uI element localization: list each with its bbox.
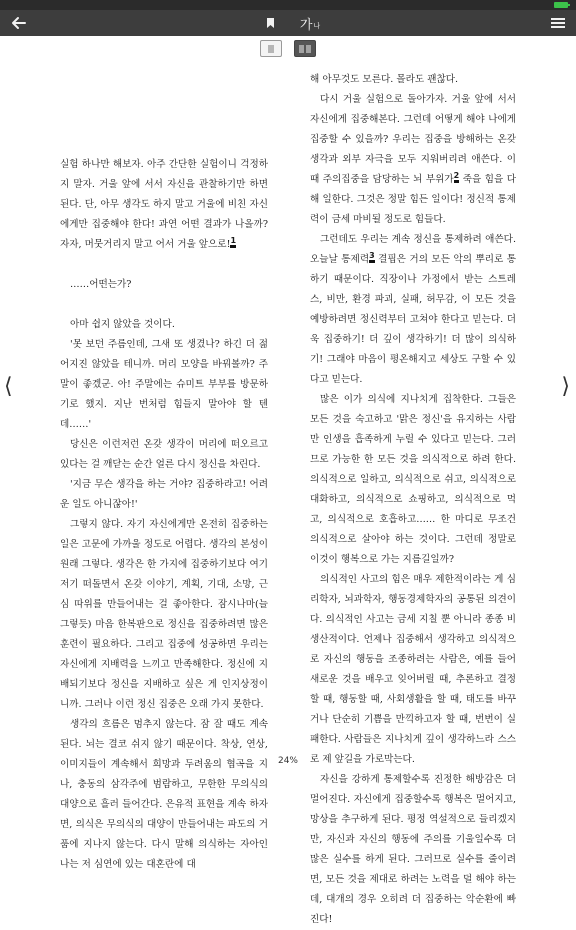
prev-page-icon[interactable]: ⟨ — [4, 374, 13, 399]
font-size-label-small: 나 — [313, 21, 321, 30]
paragraph: 그렇지 않다. 자기 자신에게만 온전히 집중하는 일은 고문에 가까울 정도로 어렵다. 생각의 본성이 원래 그렇다. 생각은 한 가지에 집중하기보다 여기저기 떠돌면서 온갖 이야기, 계획, 기대, 소망, 근심 따위를 만들어내는 걸 좋아한다. 잠시나마(늘 그렇듯) 마음 한복판으로 정신을 집중하려면 많은 훈련이 필요하다. 그리고 집중에 성공하면 우리는 자신에게 지배력을 느끼고 만족해한다. 정신에 지배되기보다 정신을 지배하고 싶은 게 인지상정이니까. 그러나 이런 정신 집중은 오래 가지 못한다. — [60, 519, 268, 710]
battery-icon — [554, 2, 568, 8]
single-page-view-icon[interactable] — [260, 40, 282, 57]
paragraph: '지금 무슨 생각을 하는 거야? 집중하라고! 어려운 일도 아니잖아!' — [60, 479, 268, 510]
font-size-button[interactable] — [296, 10, 324, 36]
hamburger-menu-icon[interactable] — [548, 10, 568, 36]
paragraph: '못 보던 주름인데, 그새 또 생겼나? 하긴 더 젊어지진 않았을 테니까. 머리 모양을 바꿔볼까? 주말이 좋겠군. 아! 주말에는 슈미트 부부를 방문하기로 했지. 지난 번처럼 힘들지 말아야 할 텐데……' — [60, 339, 268, 430]
paragraph: 많은 이가 의식에 지나치게 집착한다. 그들은 모든 것을 숙고하고 '맑은 정신'을 유지하는 사람만 인생을 흡족하게 누릴 수 있다고 믿는다. 그러므로 가능한 한 모든 것을 의식적으로 하려 한다. 의식적으로 일하고, 의식적으로 쉬고, 의식적으로 대화하고, 의식적으로 쇼핑하고, 의식적으로 먹고, 의식적으로 호흡하고…… 한 마디로 무조건 의식적으로 살아야 하는 것이다. 그런데 정말로 이것이 행복으로 가는 지름길일까? — [310, 394, 516, 565]
footnote-marker-2[interactable]: 2 — [454, 171, 460, 183]
paragraph: 당신은 이런저런 온갖 생각이 머리에 떠오르고 있다는 걸 깨닫는 순간 얼른 다시 정신을 차린다. — [60, 439, 268, 470]
back-arrow-icon[interactable] — [6, 10, 30, 36]
paragraph: 생각의 흐름은 멈추지 않는다. 잠 잘 때도 계속 된다. 뇌는 결코 쉬지 않기 때문이다. 착상, 연상, 이미지들이 계속해서 희망과 두려움의 협곡을 지나, 충동의 삼각주에 범람하고, 무한한 무의식의 대양으로 흘러 들어간다. 은유적 표현을 계속 하자면, 의식은 무의식의 대양이 만들어내는 파도의 거품에 지나지 않는다. 다시 말해 의식하는 자아인 나는 저 심연에 있는 대혼란에 대 — [60, 719, 268, 870]
footnote-marker-1[interactable]: 1 — [230, 236, 236, 248]
left-page-text — [60, 155, 268, 875]
status-bar — [0, 0, 576, 10]
right-page-text — [310, 70, 516, 930]
two-page-view-icon[interactable] — [294, 40, 316, 57]
reader-toolbar — [0, 10, 576, 36]
paragraph: ……어떤는가? — [70, 279, 132, 290]
paragraph: 의식적인 사고의 힘은 매우 제한적이라는 게 심리학자, 뇌과학자, 행동경제학자의 공통된 의견이다. 의식적인 사고는 금세 지칠 뿐 아니라 종종 비생산적이다. 언제나 집중해서 생각하고 의식적으로 자신의 행동을 조종하려는 사람은, 예를 들어 새로운 것을 배우고 잊어버릴 때, 추론하고 결정할 때, 행동할 때, 사회생활을 할 때, 태도를 바꾸거나 단순히 기쁨을 만끽하고자 할 때, 번번이 실패한다. 사람들은 지나치게 깊이 생각하느라 스스로 제 앞길을 가로막는다. — [310, 574, 516, 765]
bookmark-icon[interactable] — [262, 10, 278, 36]
paragraph: 실험 하나만 해보자. 아주 간단한 실험이니 걱정하지 말자. 거울 앞에 서서 자신을 관찰하기만 하면 된다. 단, 아무 생각도 하지 말고 거울에 비친 자신에게만 집중해야 한다! 과연 어떤 결과가 나올까? 자자, 머뭇거리지 말고 어서 거울 앞으로!$^1$ — [60, 159, 268, 250]
font-size-label: 가 — [299, 17, 313, 33]
paragraph: 다시 거울 실험으로 돌아가자. 거울 앞에 서서 자신에게 집중해본다. 그런데 어떻게 해야 나에게 집중할 수 있을까? 우리는 집중을 방해하는 온갖 생각과 외부 자극을 모두 지워버리려 애쓴다. 이때 주의집중을 담당하는 뇌 부위가$^2$ 죽을 힘을 다해 일한다. 그것은 정말 힘든 일이다! 정신적 통제력이 금세 마비될 정도로 힘들다. — [310, 94, 516, 225]
paragraph: 해 아무것도 모른다. 몰라도 괜찮다. — [310, 74, 459, 85]
paragraph: 자신을 강하게 통제할수록 진정한 해방감은 더 멀어진다. 자신에게 집중할수록 행복은 멀어지고, 망상을 추구하게 된다. 평정 역설적으로 들리겠지만, 자신과 자신의 행동에 주의를 기울일수록 더 많은 실수를 하게 된다. 그러므로 실수를 줄이려면, 모든 것을 제대로 하려는 노력을 덜 해야 하는데, 대개의 경우 오히려 더 집중하는 악순환에 빠진다! — [310, 774, 516, 925]
next-page-icon[interactable]: ⟩ — [561, 374, 570, 399]
paragraph: 아마 쉽지 않았을 것이다. — [70, 319, 175, 330]
paragraph: 그런데도 우리는 계속 정신을 통제하려 애쓴다. 오늘날 통제력$^3$ 결핍은 거의 모든 악의 뿌리로 통하기 때문이다. 직장이나 가정에서 받는 스트레스, 비만, 환경 파괴, 실패, 허무감, 이 모든 것을 예방하려면 정신력부터 고쳐야 한다고 믿는다. 더욱 집중하기! 더 깊이 생각하기! 더 많이 의식하기! 그래야 마음이 평온해지고 세상도 구할 수 있다고 믿는다. — [310, 234, 517, 385]
reading-progress: 24% — [277, 756, 298, 766]
footnote-marker-3[interactable]: 3 — [369, 251, 375, 263]
